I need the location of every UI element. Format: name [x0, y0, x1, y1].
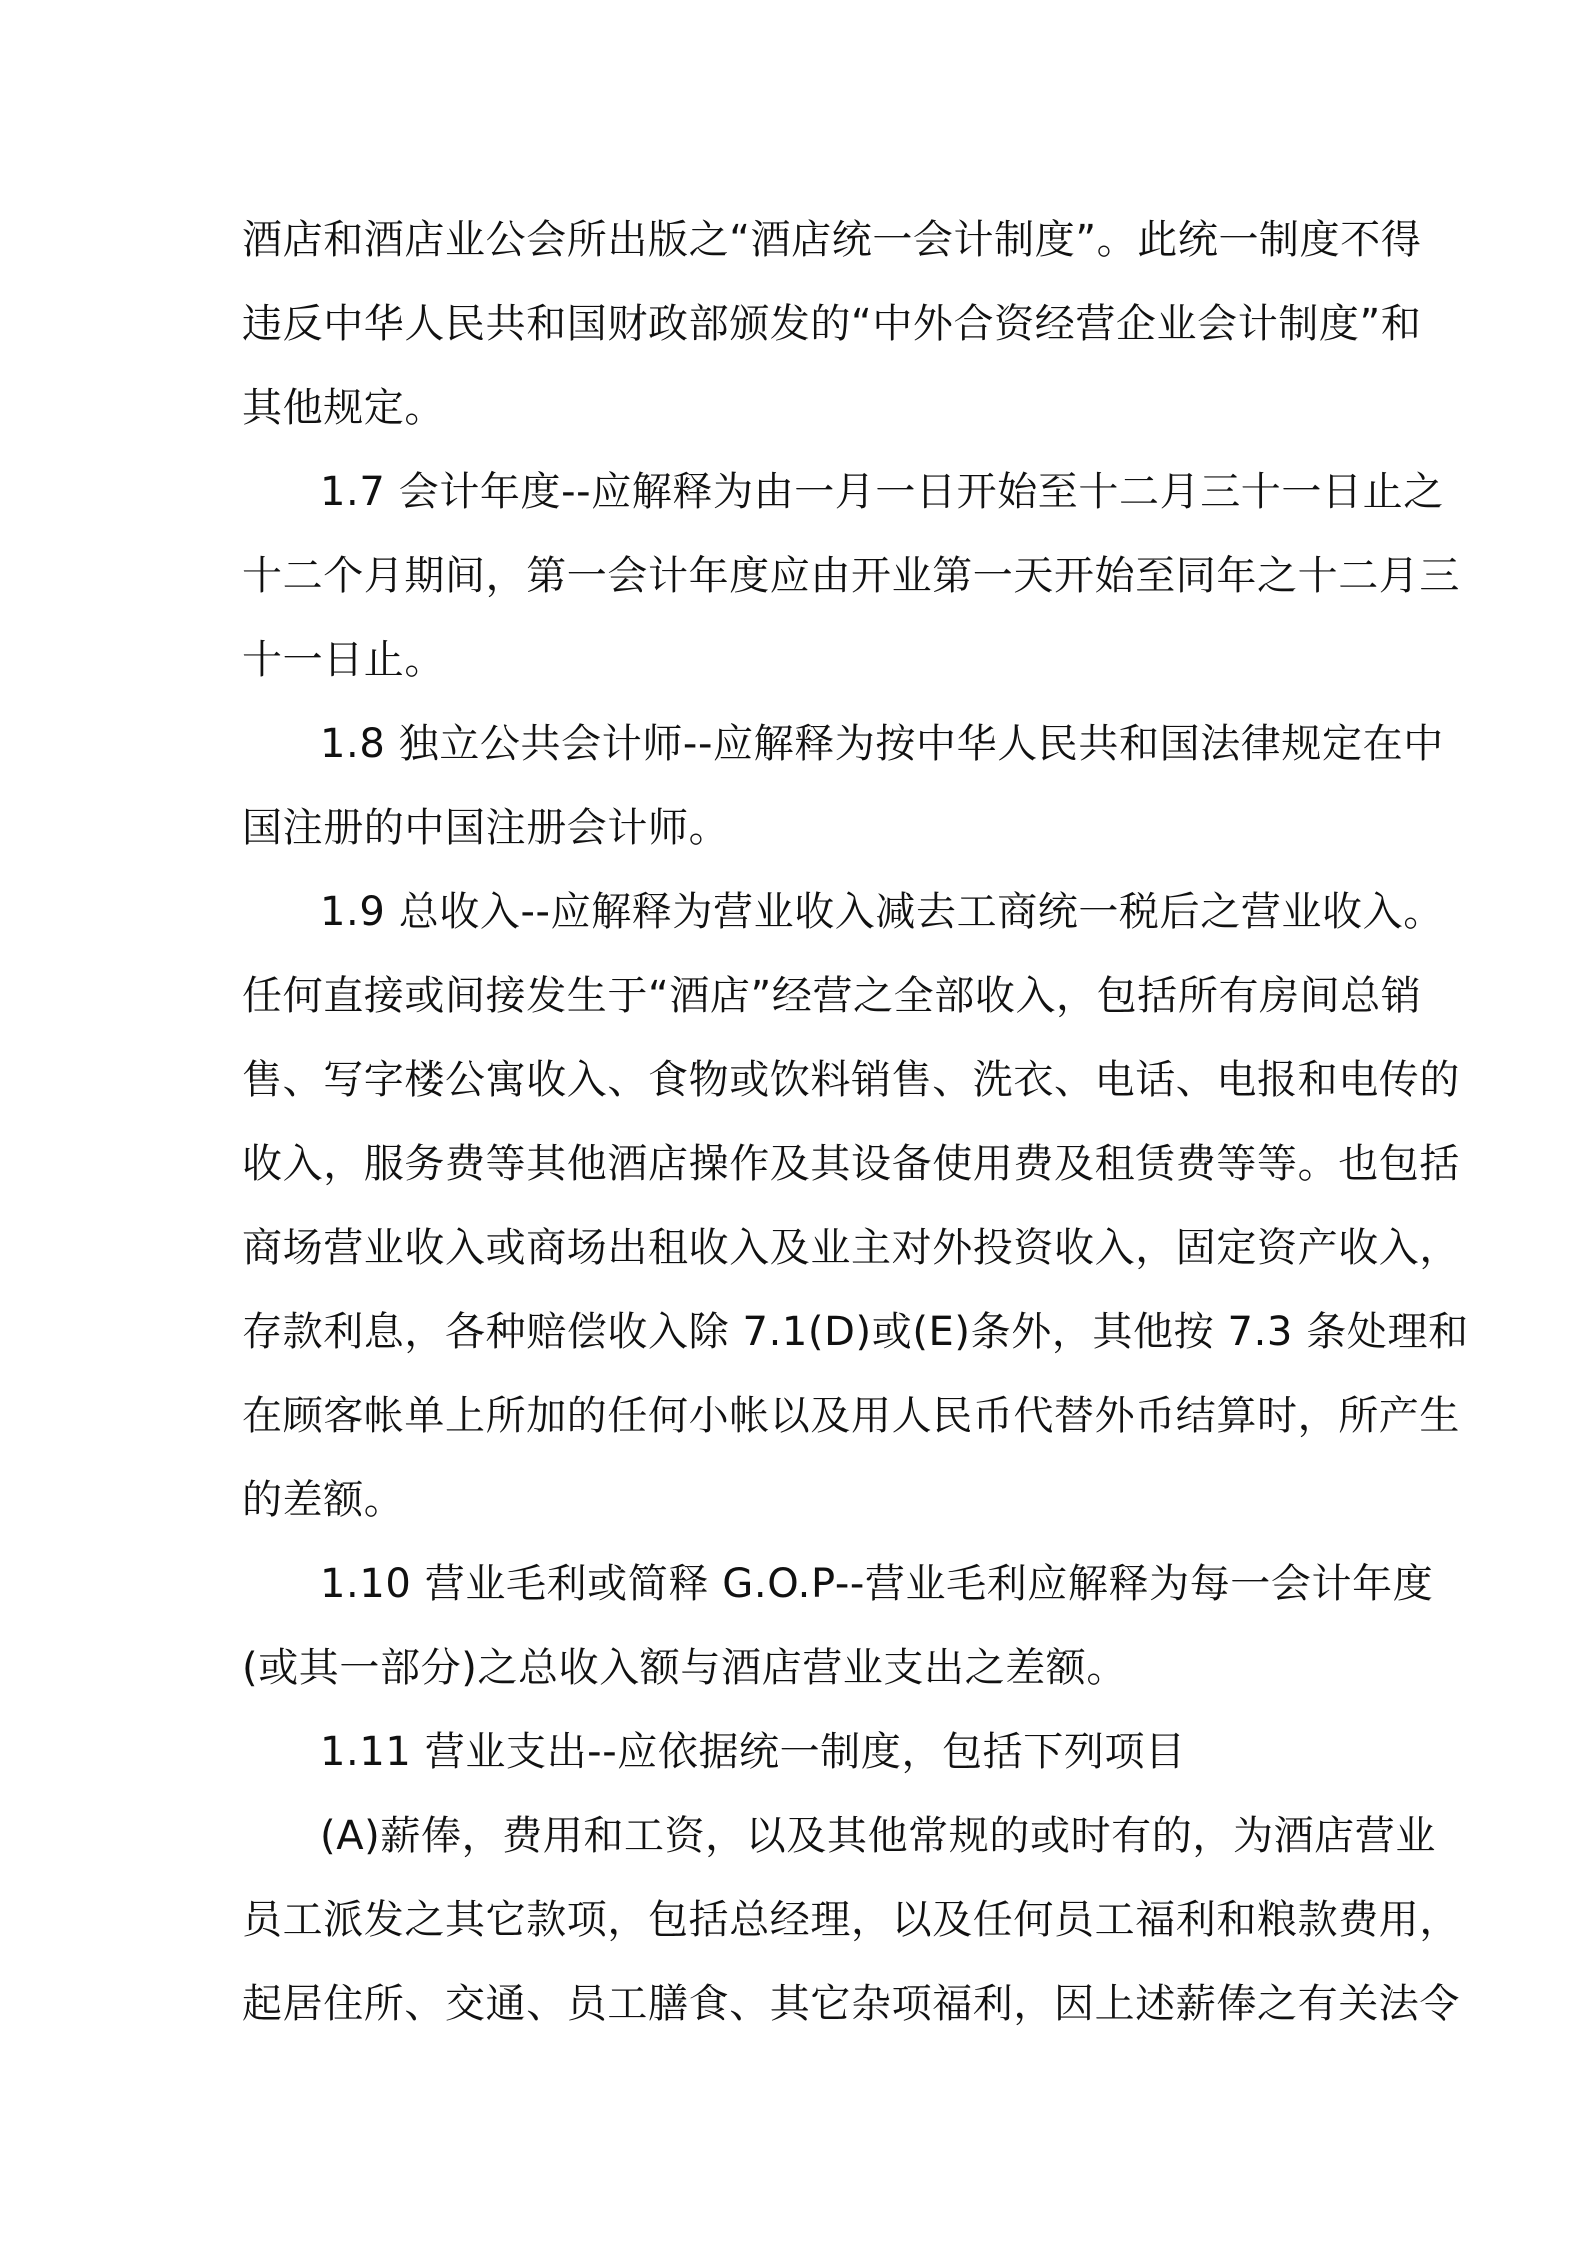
clause-1-11-item-a: (A)薪俸，费用和工资，以及其他常规的或时有的，为酒店营业 [320, 1813, 1436, 1859]
text-line: 违反中华人民共和国财政部颁发的“中外合资经营企业会计制度”和 [242, 301, 1422, 347]
clause-1-9-heading: 1.9 总收入--应解释为营业收入减去工商统一税后之营业收入。 [320, 889, 1444, 935]
text-line: 商场营业收入或商场出租收入及业主对外投资收入，固定资产收入， [242, 1225, 1460, 1271]
text-line: 起居住所、交通、员工膳食、其它杂项福利，因上述薪俸之有关法令 [242, 1981, 1460, 2027]
body-text [242, 198, 1469, 2046]
text-line: 酒店和酒店业公会所出版之“酒店统一会计制度”。此统一制度不得 [242, 217, 1422, 263]
clause-1-11-heading: 1.11 营业支出--应依据统一制度，包括下列项目 [320, 1729, 1186, 1775]
text-line: 售、写字楼公寓收入、食物或饮料销售、洗衣、电话、电报和电传的 [242, 1057, 1460, 1103]
text-line: (或其一部分)之总收入额与酒店营业支出之差额。 [242, 1645, 1128, 1691]
text-line: 员工派发之其它款项，包括总经理，以及任何员工福利和粮款费用， [242, 1897, 1460, 1943]
text-line: 任何直接或间接发生于“酒店”经营之全部收入，包括所有房间总销 [242, 973, 1422, 1019]
clause-1-10-heading: 1.10 营业毛利或简释 G.O.P--营业毛利应解释为每一会计年度 [320, 1561, 1434, 1607]
text-line: 存款利息，各种赔偿收入除 7.1(D)或(E)条外，其他按 7.3 条处理和 [242, 1309, 1469, 1355]
text-line: 十一日止。 [242, 637, 445, 683]
text-line: 国注册的中国注册会计师。 [242, 805, 730, 851]
text-line: 的差额。 [242, 1477, 405, 1523]
text-line: 其他规定。 [242, 385, 445, 431]
text-line: 收入，服务费等其他酒店操作及其设备使用费及租赁费等等。也包括 [242, 1141, 1460, 1187]
clause-1-7-heading: 1.7 会计年度--应解释为由一月一日开始至十二月三十一日止之 [320, 469, 1444, 515]
clause-1-8-heading: 1.8 独立公共会计师--应解释为按中华人民共和国法律规定在中 [320, 721, 1444, 767]
text-line: 十二个月期间，第一会计年度应由开业第一天开始至同年之十二月三 [242, 553, 1460, 599]
text-line: 在顾客帐单上所加的任何小帐以及用人民币代替外币结算时，所产生 [242, 1393, 1460, 1439]
